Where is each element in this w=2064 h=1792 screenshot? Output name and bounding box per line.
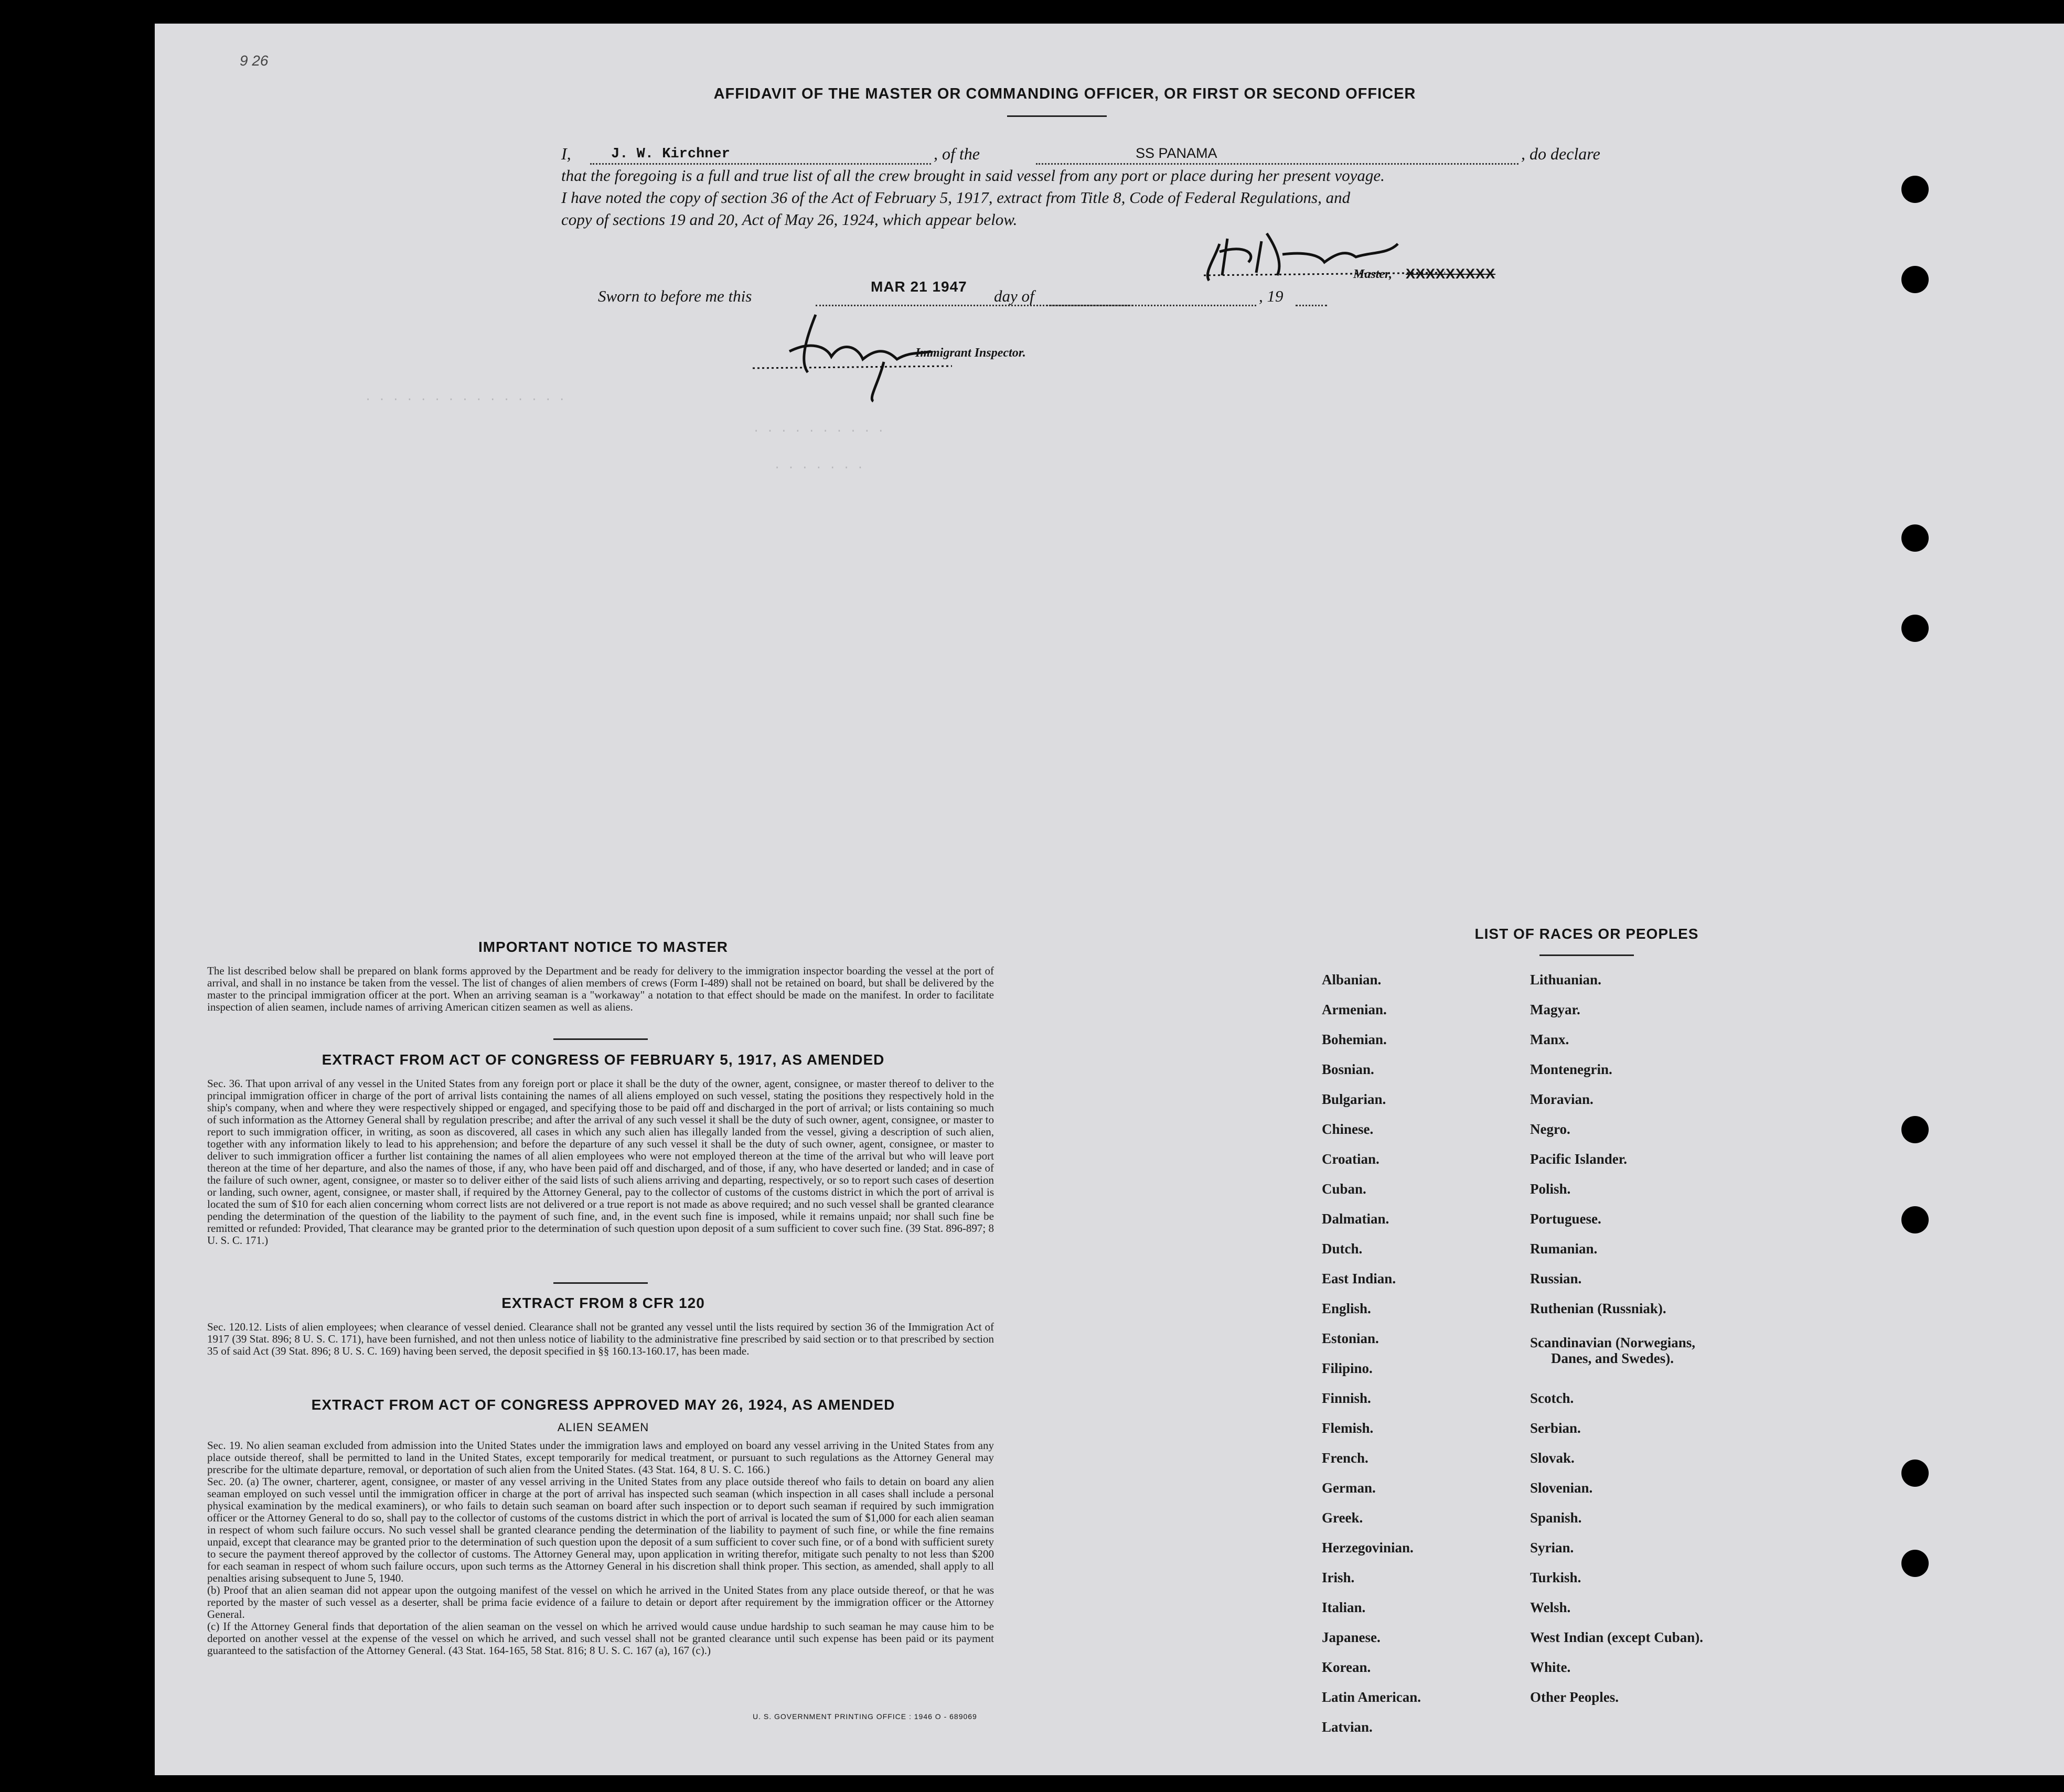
race-left: Croatian. [1322,1151,1379,1167]
section-20b: (b) Proof that an alien seaman did not appear upon the outgoing manifest of the vessel on which he arrived in the United States from any place outside thereof, or that he was reported by the master of such vessel as a deserter, shall be prima facie evidence of a failure to detain or deport after requirement by the immigration officer or the Attorney General. [207,1584,994,1621]
punch-hole [1901,1550,1929,1577]
race-right: Serbian. [1530,1420,1581,1436]
race-left: Herzegovinian. [1322,1540,1414,1555]
notice-title: IMPORTANT NOTICE TO MASTER [478,939,729,955]
race-right: Russian. [1530,1271,1582,1286]
race-left: Irish. [1322,1570,1355,1585]
title-underline [1007,115,1107,117]
date-stamp: MAR 21 1947 [871,278,967,295]
race-right: Pacific Islander. [1530,1151,1627,1167]
cfr-title: EXTRACT FROM 8 CFR 120 [501,1295,705,1311]
race-left: Bosnian. [1322,1061,1374,1077]
race-left: Flemish. [1322,1420,1374,1436]
year-label: , 19 [1259,287,1284,305]
punch-hole [1901,1206,1929,1233]
extract-1917-title: EXTRACT FROM ACT OF CONGRESS OF FEBRUARY 5, 1917, AS AMENDED [322,1051,885,1068]
race-right: Rumanian. [1530,1241,1598,1257]
affidavit-title: AFFIDAVIT OF THE MASTER OR COMMANDING OFFICER, OR FIRST OR SECOND OFFICER [713,85,1416,102]
race-right: Ruthenian (Russniak). [1530,1301,1666,1316]
section-20c: (c) If the Attorney General finds that deportation of the alien seaman on the vessel on which he arrived would cause undue hardship to such seaman he may cause him to be deported on another vessel at the expense of the vessel on which he arrived, and such vessel shall not be granted clearance until such expense has been paid or its payment guaranteed to the satisfaction of the Attorney General. (43 Stat. 164-165, 58 Stat. 816; 8 U. S. C. 167 (a), 167 (c).) [207,1620,994,1657]
of-the-label: , of the [934,144,980,163]
struck-title: XXXXXXXXX [1406,266,1496,282]
races-title: LIST OF RACES OR PEOPLES [1474,926,1699,942]
punch-hole [1901,176,1929,203]
race-right: Scotch. [1530,1390,1574,1406]
race-right: White. [1530,1659,1571,1675]
race-left: Filipino. [1322,1360,1373,1376]
race-right: Portuguese. [1530,1211,1601,1227]
race-right: Manx. [1530,1032,1569,1047]
race-right: Spanish. [1530,1510,1582,1526]
race-left: Korean. [1322,1659,1371,1675]
race-left: Dalmatian. [1322,1211,1389,1227]
race-left: Estonian. [1322,1330,1379,1346]
extract-1924-title: EXTRACT FROM ACT OF CONGRESS APPROVED MAY 26, 1924, AS AMENDED [311,1397,895,1413]
bleed-through-text: . . . . . . . [774,459,864,472]
race-right: Montenegrin. [1530,1061,1612,1077]
punch-hole [1901,266,1929,293]
declaration-line-1 [561,144,1720,168]
race-right: Turkish. [1530,1570,1581,1585]
race-right: Moravian. [1530,1091,1594,1107]
race-right: Danes, and Swedes). [1551,1350,1674,1366]
race-right: Syrian. [1530,1540,1574,1555]
section-20a: Sec. 20. (a) The owner, charterer, agent, consignee, or master of any vessel arriving in the United States from any place outside thereof who fails to detain on board any alien seaman employed on such vessel until the immigration officer in charge at the port of arrival has inspected such seaman (which inspection in all cases shall include a personal physical examination by the medical examiners), or who fails to detain such seaman on board after such inspection or to deport such seaman if required by such immigration officer or the Attorney General to do so, shall pay to the collector of customs of the customs district in which the port of arrival is located the sum of $1,000 for each alien seaman in respect of whom such failure occurs. No such vessel shall be granted clearance pending the determination of the liability to payment of such fine, or while the fine remains unpaid, except that clearance may be granted prior to the determination of such question upon the deposit of a sum sufficient to cover such fine, or of a bond with sufficient surety to secure the payment thereof approved by the collector of customs. The Attorney General may, upon application in writing therefor, mitigate such penalty to not less than $200 for each seaman in respect of whom such failure occurs, upon such terms as the Attorney General in his discretion shall think proper. This section, as amended, shall apply to all penalties arising subsequent to June 5, 1940. [207,1475,994,1584]
race-left: English. [1322,1301,1371,1316]
race-left: Chinese. [1322,1121,1374,1137]
inspector-label: Immigrant Inspector. [915,346,1026,360]
bleed-through-text: . . . . . . . . . . . . . . . [365,391,565,404]
vessel-line [1036,163,1518,165]
vessel-name: SS PANAMA [1136,145,1217,161]
race-left: French. [1322,1450,1368,1466]
race-right: West Indian (except Cuban). [1530,1629,1704,1645]
race-left: Cuban. [1322,1181,1366,1197]
section-19: Sec. 19. No alien seaman excluded from admission into the United States under the immigration laws and employed on board any vessel arriving in the United States from any place outside thereof, shall be permitted to land in the United States, except temporarily for medical treatment, or pursuant to such regulations as the Attorney General may prescribe for the ultimate departure, removal, or deportation of such alien from the United States. (43 Stat. 164, 8 U. S. C. 166.) [207,1439,994,1476]
extract-1924-body [207,1440,994,1657]
race-right: Negro. [1530,1121,1570,1137]
race-left: German. [1322,1480,1376,1496]
race-right: Scandinavian (Norwegians, [1530,1335,1696,1350]
race-right: Other Peoples. [1530,1689,1619,1705]
divider [553,1282,648,1284]
race-left: Greek. [1322,1510,1363,1526]
race-left: Latin American. [1322,1689,1421,1705]
race-left: Bulgarian. [1322,1091,1386,1107]
race-left: Armenian. [1322,1002,1387,1017]
year-line [1296,305,1327,306]
do-declare-label: , do declare [1521,144,1600,163]
race-right: Polish. [1530,1181,1571,1197]
race-left: East Indian. [1322,1271,1396,1286]
race-left: Japanese. [1322,1629,1381,1645]
corner-mark: 9 26 [240,52,269,69]
race-left: Dutch. [1322,1241,1363,1257]
declaration-line-2: that the foregoing is a full and true list of all the crew brought in said vessel from any port or place during her present voyage. [561,166,1385,185]
race-right: Slovenian. [1530,1480,1593,1496]
declarant-prefix: I, [561,144,571,163]
divider [553,1038,648,1040]
race-left: Albanian. [1322,972,1382,988]
race-right: Magyar. [1530,1002,1580,1017]
day-of-label: day of [994,287,1034,305]
declaration-line-4: copy of sections 19 and 20, Act of May 26, 1924, which appear below. [561,210,1018,229]
race-left: Finnish. [1322,1390,1371,1406]
extract-1924-subtitle: ALIEN SEAMEN [557,1421,649,1434]
master-label: Master, [1353,267,1393,281]
declarant-name: J. W. Kirchner [611,146,730,162]
punch-hole [1901,615,1929,642]
declaration-line-3: I have noted the copy of section 36 of the Act of February 5, 1917, extract from Title 8, Code of Federal Regulations, and [561,188,1351,207]
race-right: Lithuanian. [1530,972,1601,988]
printer-imprint: U. S. GOVERNMENT PRINTING OFFICE : 1946 O - 689069 [753,1712,977,1721]
punch-hole [1901,1460,1929,1487]
punch-hole [1901,524,1929,552]
race-left: Latvian. [1322,1719,1373,1735]
sworn-label: Sworn to before me this [598,287,752,305]
race-left: Bohemian. [1322,1032,1387,1047]
race-right: Slovak. [1530,1450,1575,1466]
extract-1917-text: Sec. 36. That upon arrival of any vessel in the United States from any foreign port or place it shall be the duty of the owner, agent, consignee, or master thereof to deliver to the principal immigration officer in charge of the port of arrival lists containing the names of all aliens employed on such vessel, stating the positions they respectively hold in the ship's company, when and where they were respectively shipped or engaged, and specifying those to be paid off and discharged in the port of arrival; or lists containing so much of such information as the Attorney General shall by regulation prescribe; and after the arrival of any such vessel it shall be the duty of such owner, agent, consignee, or master to report to such immigration officer, in writing, as soon as discovered, all cases in which any such alien has illegally landed from the vessel, giving a description of such alien, together with any information likely to lead to his apprehension; and before the departure of any such vessel it shall be the duty of such owner, agent, consignee, or master to deliver to such immigration officer a further list containing the names of all alien employees who were not employed thereon at the time of the arrival but who will leave port thereon at the time of her departure, and also the names of those, if any, who have been paid off and discharged, and of those, if any, who have deserted or landed; and in case of the failure of such owner, agent, consignee, or master so to deliver either of the said lists of such aliens arriving and departing, respectively, or so to report such cases of desertion or landing, such owner, agent, consignee, or master shall, if required by the Attorney General, pay to the collector of customs of the customs district in which the port of arrival is located the sum of $10 for each alien concerning whom correct lists are not delivered or a true report is not made as above required; and no such vessel shall be granted clearance pending the determination of the question of the liability to the payment of such fine, and, in the event such fine is imposed, while it remains unpaid; nor shall such fine be remitted or refunded: Provided, That clearance may be granted prior to the determination of such question upon deposit of a sum sufficient to cover such fine. (39 Stat. 896-897; 8 U. S. C. 171.) [207,1077,994,1247]
divider [1539,954,1634,956]
notice-text: The list described below shall be prepared on blank forms approved by the Department and be ready for delivery to the immigration inspector boarding the vessel at the port of arrival, and shall in no instance be taken from the vessel. The list of changes of alien members of crews (Form I-489) shall not be retained on board, but shall be delivered by the master to the principal immigration officer at the port. When an arriving seaman is a "workaway" a notation to that effect should be made on the manifest. In order to facilitate inspection of alien seamen, include names of arriving American citizen seamen as well as aliens. [207,964,994,1013]
month-line [1046,305,1256,306]
name-line [590,163,931,165]
race-right: Welsh. [1530,1600,1571,1615]
bleed-through-text: . . . . . . . . . . [753,422,884,435]
document-page [155,24,2064,1775]
cfr-text: Sec. 120.12. Lists of alien employees; when clearance of vessel denied. Clearance shall not be granted any vessel until the lists required by section 36 of the Immigration Act of 1917 (39 Stat. 896; 8 U. S. C. 171), have been furnished, and not then unless notice of liability to the administrative fine prescribed by said section or to that prescribed by section 35 of said Act (39 Stat. 896; 8 U. S. C. 169) having been served, the deposit specified in §§ 160.13-160.17, has been made. [207,1321,994,1357]
punch-hole [1901,1116,1929,1143]
race-left: Italian. [1322,1600,1366,1615]
